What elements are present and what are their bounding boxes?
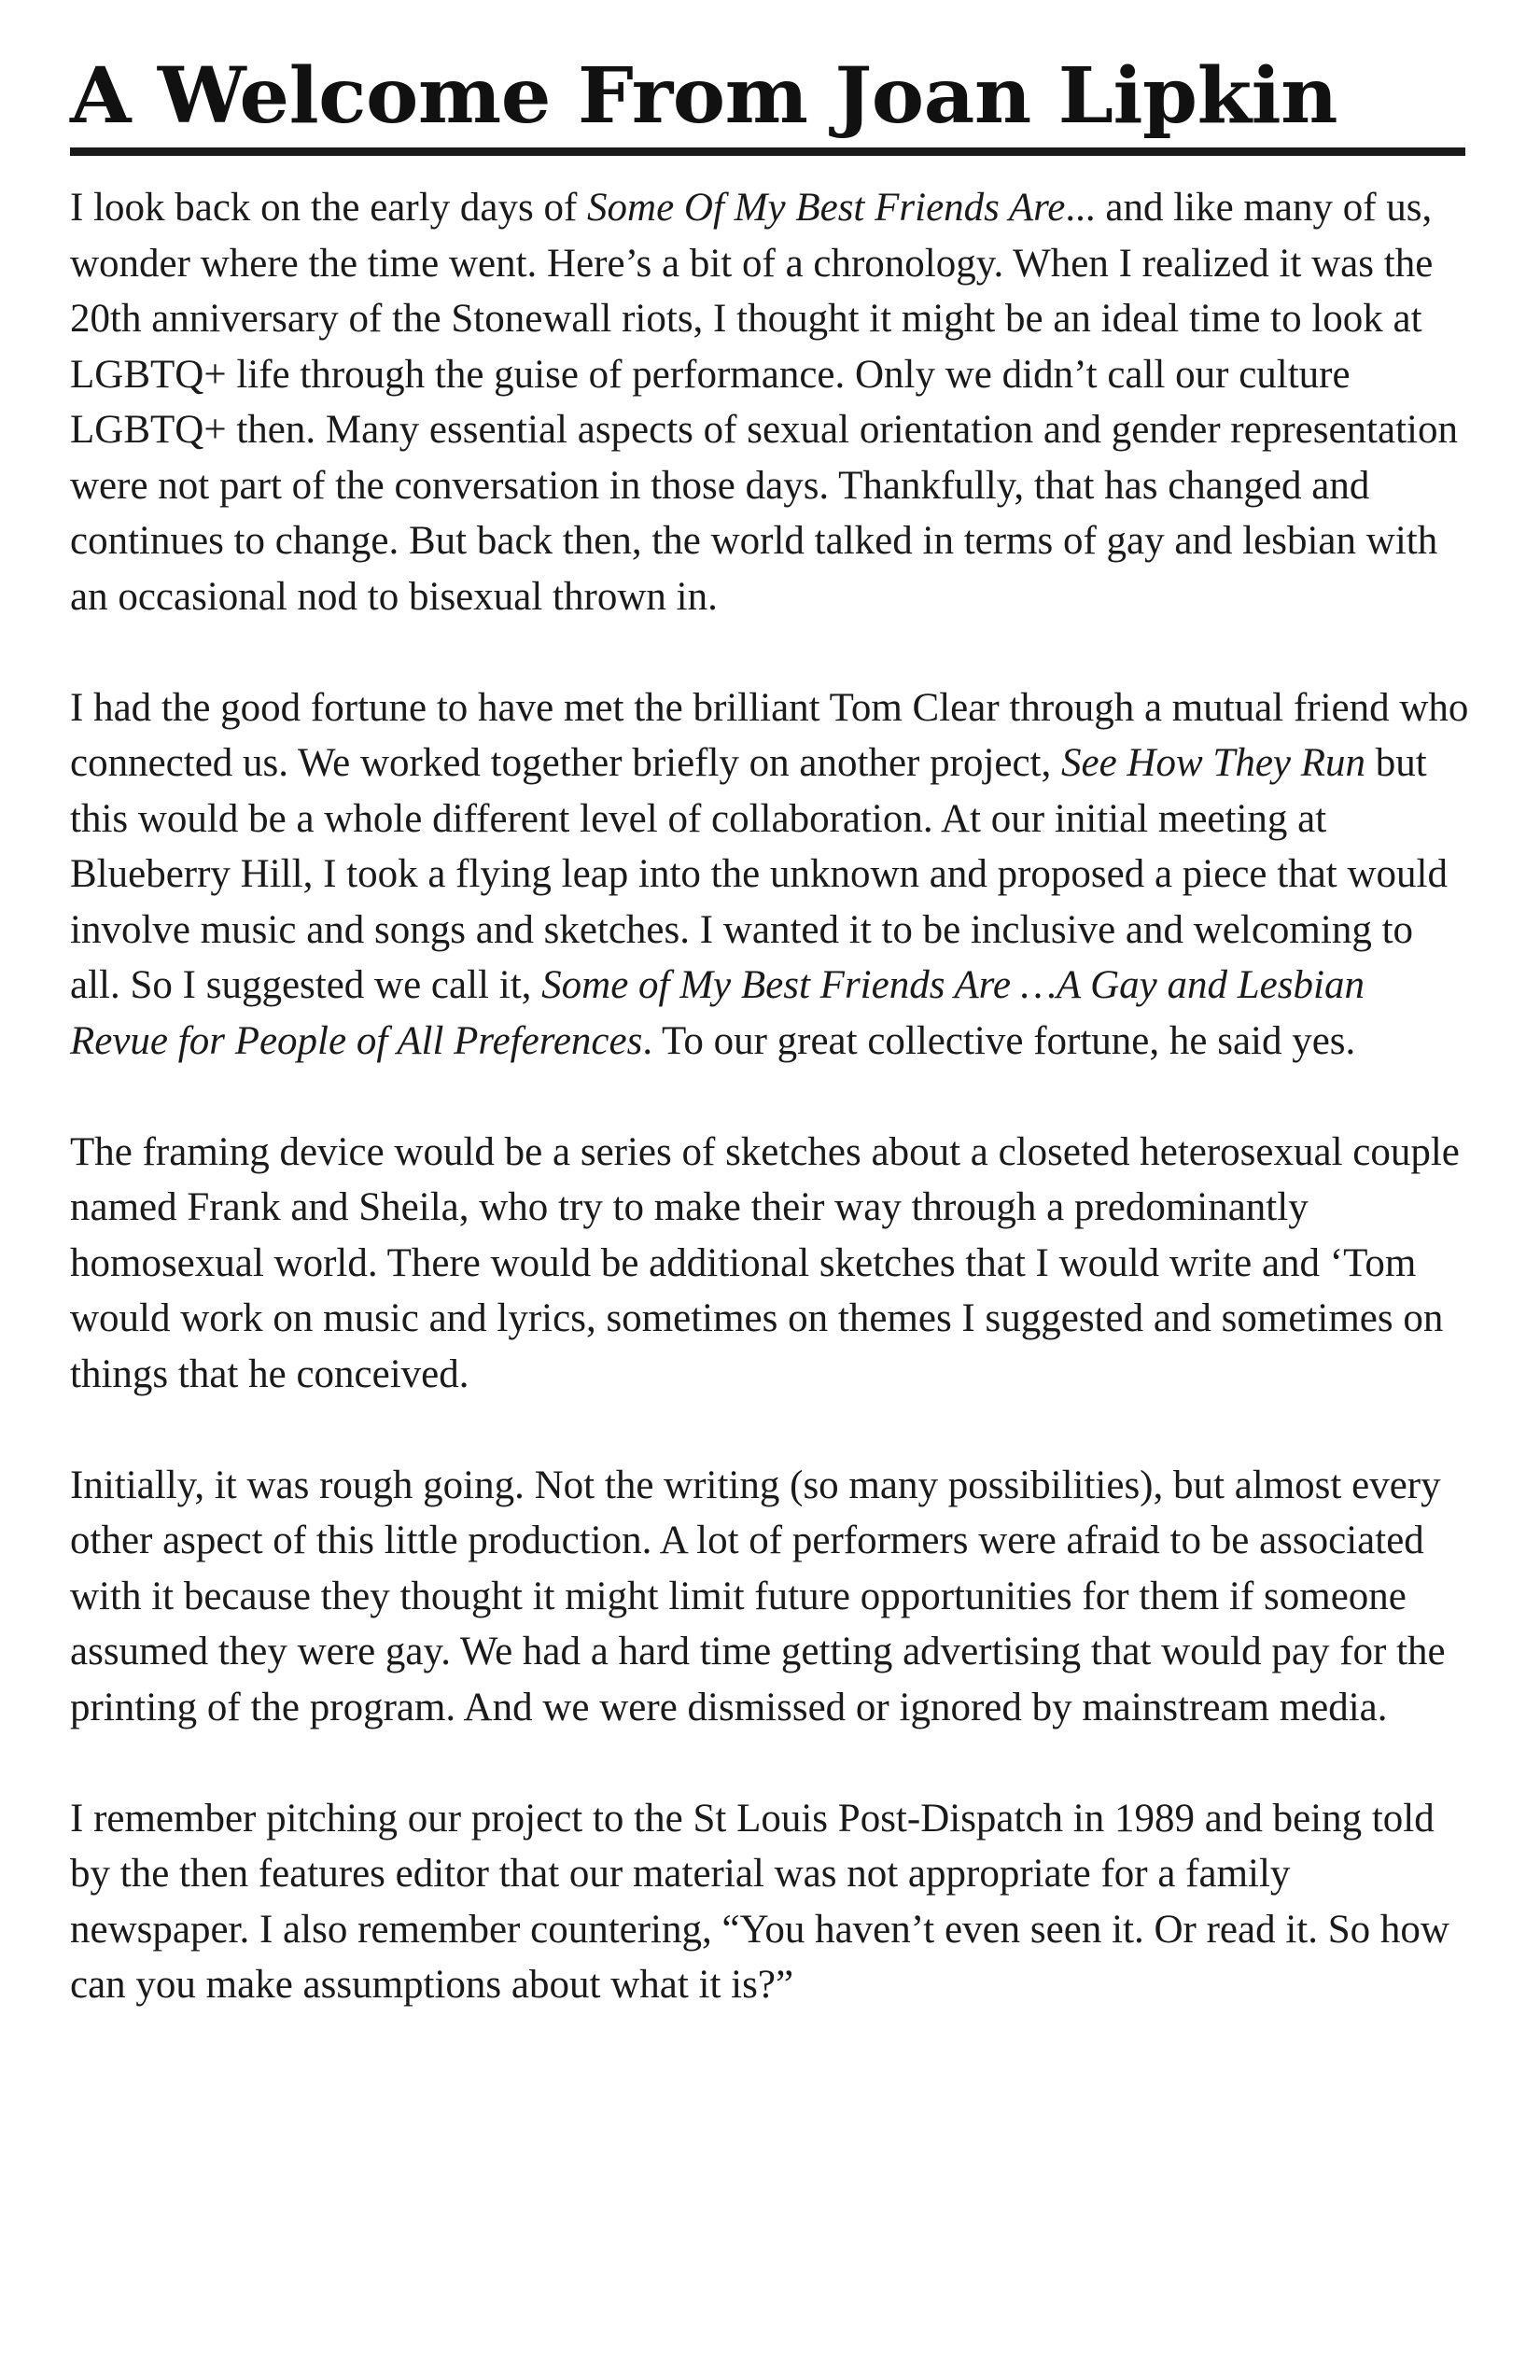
text-segment: ... and like many of us, wonder where the time went. Here’s a bit of a chronology. When I realized it was the 20th anniversary of the Stonewall riots, I thought it might be an ideal time to look at LGBTQ+ life through the guise of performance. Only we didn’t call our culture LGBTQ+ then. Many essential aspects of sexual orientation and gender representation were not part of the conversation in those days. Thankfully, that has changed and continues to change. But back then, the world talked in terms of gay and lesbian with an occasional nod to bisexual thrown in. [70,186,1458,619]
document-page [70,51,1470,2068]
text-segment: Initially, it was rough going. Not the writing (so many possibilities), but almost every other aspect of this little production. A lot of performers were afraid to be associated with it because they thought it might limit future opportunities for them if someone assumed they were gay. We had a hard time getting advertising that would pay for the printing of the program. And we were dismissed or ignored by mainstream media. [70,1463,1446,1729]
paragraph [70,680,1470,1070]
text-segment: The framing device would be a series of sketches about a closeted heterosexual couple named Frank and Sheila, who try to make their way through a predominantly homosexual world. There would be additional sketches that I would write and ‘Tom would work on music and lyrics, sometimes on themes I suggested and sometimes on things that he conceived. [70,1129,1460,1396]
text-segment: I had the good fortune to have met the brilliant Tom Clear through a mutual friend who connected us. We worked together briefly on another project, [70,685,1469,786]
show-title-italic: Some of My Best Friends Are …A Gay and Lesbian Revue for People of All Preferences [70,963,1365,1063]
paragraph [70,180,1470,624]
show-title-italic: Some Of My Best Friends Are [587,186,1066,231]
paragraph [70,1125,1470,1403]
title-underline [70,147,1465,156]
page-title: A Welcome From Joan Lipkin [70,51,1338,141]
text-segment: I remember pitching our project to the St Louis Post-Dispatch in 1989 and being told by the then features editor that our material was not appropriate for a family newspaper. I also remember countering, “You haven’t even seen it. Or read it. So how can you make assumptions about what it is?” [70,1796,1449,2008]
text-segment: . To our great collective fortune, he said yes. [642,1018,1356,1063]
paragraph [70,1458,1470,1736]
text-segment: I look back on the early days of [70,186,588,231]
paragraph [70,1791,1470,2013]
text-segment: but this would be a whole different level of collaboration. At our initial meeting at Blueberry Hill, I took a flying leap into the unknown and proposed a piece that would involve music and songs and sketches. I wanted it to be inclusive and welcoming to all. So I suggested we call it, [70,741,1448,1008]
show-title-italic: See How They Run [1061,741,1366,786]
